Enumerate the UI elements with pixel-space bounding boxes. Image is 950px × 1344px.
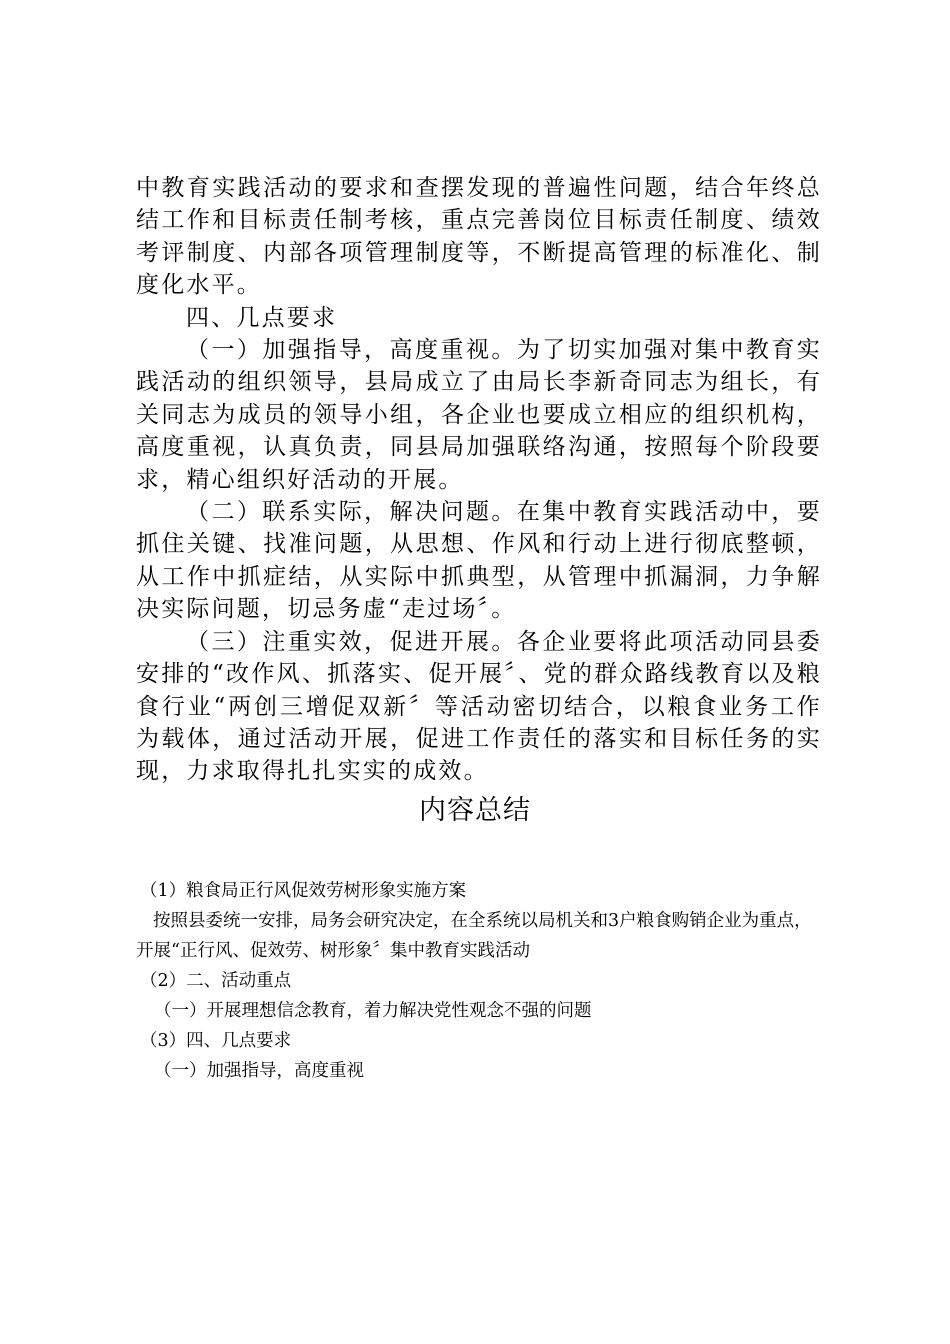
summary-list: [136, 876, 826, 1086]
summary-item-1: （1）粮食局正行风促效劳树形象实施方案: [140, 881, 467, 901]
body-text: [136, 172, 822, 788]
paragraph-guidance: （一）加强指导，高度重视。为了切实加强对集中教育实践活动的组织领导，县局成立了由局长李新奇同志为组长，有关同志为成员的领导小组，各企业也要成立相应的组织机构，高度重视，认真负责，同县局加强联络沟通，按照每个阶段要求，精心组织好活动的开展。: [136, 337, 822, 493]
paragraph-practice: （二）联系实际，解决问题。在集中教育实践活动中，要抓住关键、找准问题，从思想、作风和行动上进行彻底整顿，从工作中抓症结，从实际中抓典型，从管理中抓漏洞，力争解决实际问题，切忌务虚“走过场〞。: [136, 499, 822, 623]
paragraph-continued: 中教育实践活动的要求和查摆发现的普遍性问题，结合年终总结工作和目标责任制考核，重点完善岗位目标责任制度、绩效考评制度、内部各项管理制度等，不断提高管理的标准化、制度化水平。: [136, 175, 822, 299]
summary-title: 内容总结: [419, 795, 531, 826]
paragraph-effectiveness: （三）注重实效，促进开展。各企业要将此项活动同县委安排的“改作风、抓落实、促开展〞、党的群众路线教育以及粮食行业“两创三增促双新〞等活动密切结合，以粮食业务工作为载体，通过活动开展，促进工作责任的落实和目标任务的实现，力求取得扎扎实实的成效。: [136, 628, 822, 785]
section-heading-requirements: 四、几点要求: [186, 304, 338, 331]
summary-item-3: （3）四、几点要求: [140, 1031, 292, 1051]
summary-item-3-sub: （一）加强指导，高度重视: [154, 1061, 364, 1081]
summary-item-1-detail: 按照县委统一安排，局务会研究决定，在全系统以局机关和3户粮食购销企业为重点，开展“正行风、促效劳、树形象〞集中教育实践活动: [136, 911, 812, 961]
summary-item-2: （2）二、活动重点: [140, 971, 292, 991]
summary-item-2-sub: （一）开展理想信念教育，着力解决党性观念不强的问题: [154, 1001, 592, 1021]
